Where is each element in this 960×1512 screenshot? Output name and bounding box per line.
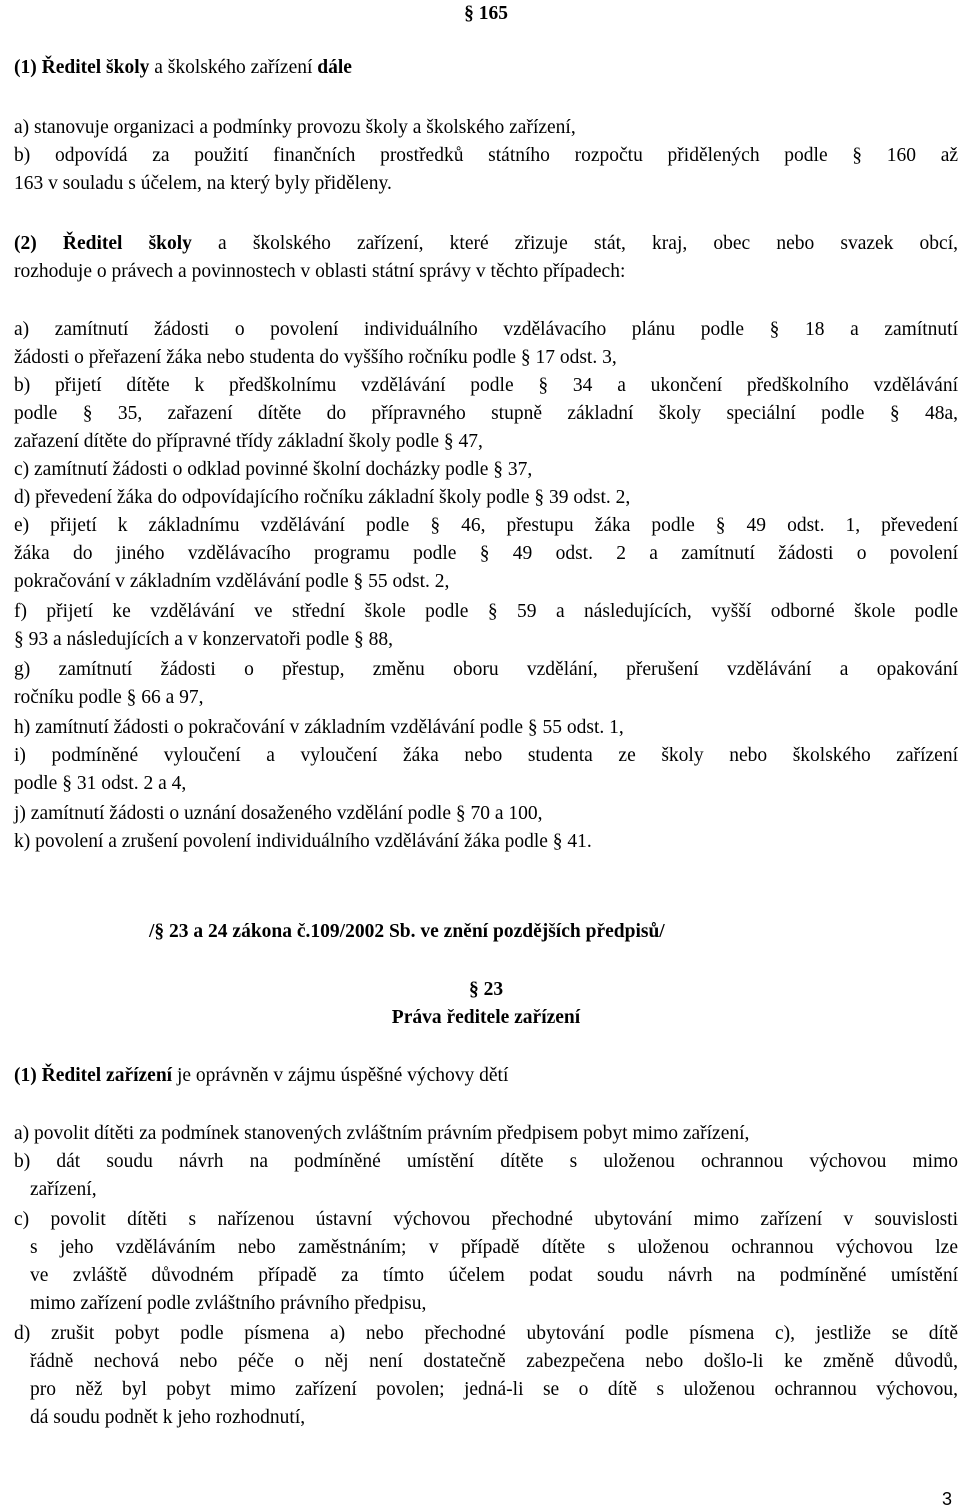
s23-item-line: pro něž byl pobyt mimo zařízení povolen; jedná-li se o dítě s uloženou ochrannou výchovou, [30,1379,958,1400]
section-title-23: Práva ředitele zařízení [391,1007,581,1028]
s165-item-line: d) převedení žáka do odpovídajícího ročníku základní školy podle § 39 odst. 2, [14,487,631,508]
s165-para2-first-line [14,230,958,258]
s165-para1-mid: a školského zařízení [149,57,318,78]
s165-para2-lead: (2) Ředitel školy [14,233,192,254]
s165-item-line: podle § 35, zařazení dítěte do přípravného stupně základní školy speciální podle § 48a, [14,403,958,424]
s165-item-line: i) podmíněné vyloučení a vyloučení žáka nebo studenta ze školy nebo školského zařízení [14,745,958,766]
section-header-165: § 165 [464,3,508,24]
s23-item-line: dá soudu podnět k jeho rozhodnutí, [30,1407,306,1428]
s165-item-line: g) zamítnutí žádosti o přestup, změnu oboru vzdělání, přerušení vzdělávání a opakování [14,659,958,680]
s23-item-line: b) dát soudu návrh na podmíněné umístění dítěte s uloženou ochrannou výchovou mimo [14,1151,958,1172]
s23-item-line: s jeho vzděláváním nebo zaměstnáním; v případě dítěte s uloženou ochrannou výchovou lze [30,1237,958,1258]
s165-para1-end: dále [317,57,352,78]
s165-item-line: c) zamítnutí žádosti o odklad povinné školní docházky podle § 37, [14,459,533,480]
s165-item-line: k) povolení a zrušení povolení individuálního vzdělávání žáka podle § 41. [14,831,592,852]
s165-para1-line: 163 v souladu s účelem, na který byly přiděleny. [14,173,392,194]
s23-item-line: a) povolit dítěti za podmínek stanovených zvláštním právním předpisem pobyt mimo zařízení, [14,1123,750,1144]
s23-para1-rest: je oprávněn v zájmu úspěšné výchovy dětí [172,1065,509,1086]
s23-para1-lead: (1) Ředitel zařízení [14,1065,173,1086]
s165-item-line: e) přijetí k základnímu vzdělávání podle § 46, přestupu žáka podle § 49 odst. 1, převedení [14,515,958,536]
s165-item-line: podle § 31 odst. 2 a 4, [14,773,187,794]
s23-item-line: d) zrušit pobyt podle písmena a) nebo přechodné ubytování podle písmena c), jestliže se dítě [14,1323,958,1344]
s165-item-line: b) přijetí dítěte k předškolnímu vzdělávání podle § 34 a ukončení předškolního vzdělávání [14,375,958,396]
s165-item-line: j) zamítnutí žádosti o uznání dosaženého vzdělání podle § 70 a 100, [14,803,543,824]
s165-item-line: pokračování v základním vzdělávání podle § 55 odst. 2, [14,571,450,592]
s165-item-line: ročníku podle § 66 a 97, [14,687,204,708]
s165-item-line: § 93 a následujících a v konzervatoři podle § 88, [14,629,394,650]
s165-item-line: f) přijetí ke vzdělávání ve střední škole podle § 59 a následujících, vyšší odborné škole podle [14,601,958,622]
s23-item-line: mimo zařízení podle zvláštního právního předpisu, [30,1293,427,1314]
s165-para1-line: b) odpovídá za použití finančních prostředků státního rozpočtu přidělených podle § 160 až [14,145,958,166]
s165-para2-line: rozhoduje o právech a povinnostech v oblasti státní správy v těchto případech: [14,261,626,282]
s165-para1-lead: (1) Ředitel školy [14,57,150,78]
s165-item-line: h) zamítnutí žádosti o pokračování v základním vzdělávání podle § 55 odst. 1, [14,717,624,738]
s23-item-line: zařízení, [30,1179,97,1200]
s23-item-line: řádně nechová nebo péče o něj není dostatečně zabezpečena nebo došlo-li ke změně důvodů, [30,1351,958,1372]
s165-para2-first-rest: a školského zařízení, které zřizuje stát, kraj, obec nebo svazek obcí, [191,233,958,254]
s165-item-line: žádosti o přeřazení žáka nebo studenta do vyššího ročníku podle § 17 odst. 3, [14,347,617,368]
s165-item-line: žáka do jiného vzdělávacího programu podle § 49 odst. 2 a zamítnutí žádosti o povolení [14,543,958,564]
s23-para1-heading [14,1062,508,1090]
s165-para1-heading [14,54,352,82]
section-number-23: § 23 [468,979,504,1000]
page-number: 3 [941,1489,952,1509]
s165-item-line: a) zamítnutí žádosti o povolení individuálního vzdělávacího plánu podle § 18 a zamítnutí [14,319,958,340]
s165-para1-line: a) stanovuje organizaci a podmínky provozu školy a školského zařízení, [14,117,576,138]
s165-item-line: zařazení dítěte do přípravné třídy základní školy podle § 47, [14,431,483,452]
s23-item-line: ve zvláště důvodném případě za tímto účelem podat soudu návrh na podmíněné umístění [30,1265,958,1286]
law-reference: /§ 23 a 24 zákona č.109/2002 Sb. ve znění pozdějších předpisů/ [149,921,665,942]
s23-item-line: c) povolit dítěti s nařízenou ústavní výchovou přechodné ubytování mimo zařízení v souvislosti [14,1209,958,1230]
